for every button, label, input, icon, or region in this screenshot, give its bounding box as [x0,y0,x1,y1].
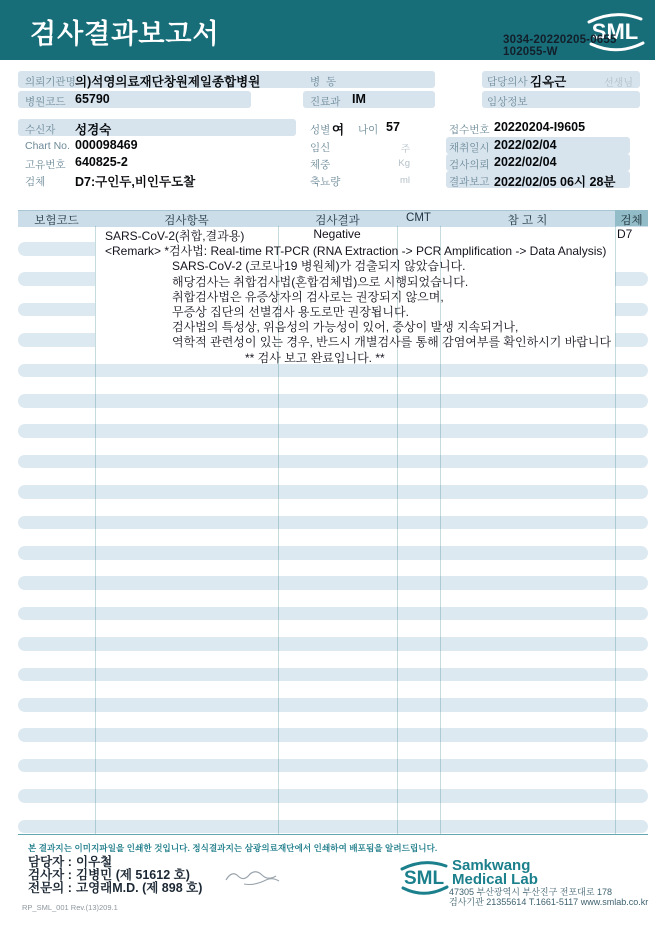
info-unit: ml [399,175,410,186]
info-suffix: 선생님 [604,78,633,89]
info-value: 65790 [75,92,110,106]
column-divider [440,226,441,834]
results-table [18,210,648,836]
remark-line: SARS-CoV-2 (코로나19 병원체)가 검출되지 않았습니다. [172,259,466,274]
column-header: 검사항목 [164,215,209,227]
staff-role: 검사자 : [28,868,72,882]
table-stripe [18,698,648,712]
info-value: 2022/02/04 [494,155,557,169]
info-label: 고유번호 [25,159,66,171]
header-bar [0,0,655,60]
remark-line: 검사법의 특성상, 위음성의 가능성이 있어, 증상이 발생 지속되거나, [172,320,519,335]
lab-name-line1: Samkwang [452,857,531,874]
info-value: D7:구인두,비인두도찰 [75,175,196,189]
info-unit: Kg [398,158,410,169]
test-item: SARS-CoV-2(취합,결과용) [105,229,245,243]
info-label: 채취일시 [449,142,490,154]
info-label: 결과보고 [449,176,490,188]
info-value: 57 [386,120,400,134]
table-stripe [18,637,648,651]
table-stripe [18,789,648,803]
specimen-code: D7 [617,227,633,241]
info-label: 의뢰기관명 [25,76,76,88]
svg-text:SML: SML [403,868,445,889]
column-header: CMT [406,212,431,224]
info-value: 000098469 [75,138,138,152]
info-value: 의)석영의료재단창원제일종합병원 [75,75,261,89]
table-stripe [18,455,648,469]
info-label: 담당의사 [487,76,528,88]
info-value: 640825-2 [75,155,128,169]
table-stripe [18,728,648,742]
info-label: 수신자 [25,124,56,136]
sml-footer-logo-icon [398,856,450,900]
table-stripe [18,364,648,378]
info-value: 김옥근 [530,75,567,89]
lab-name-line2: Medical Lab [452,871,538,888]
info-label: 검체 [25,176,46,188]
info-label: 병원코드 [25,96,66,108]
info-label: 접수번호 [449,124,490,136]
table-stripe [18,576,648,590]
column-divider [615,226,616,834]
info-unit: 주 [400,144,410,155]
staff-role: 담당자 : [28,855,72,869]
table-stripe [18,820,648,834]
staff-role: 전문의 : [28,881,72,895]
remark-line: 무증상 집단의 선별검사 용도로만 권장됩니다. [172,305,409,319]
table-stripe [18,546,648,560]
column-header: 참 고 치 [507,215,548,227]
info-label: Chart No. [25,140,70,152]
column-header: 보험코드 [34,215,79,227]
report-complete-line: ** 검사 보고 완료입니다. ** [245,350,385,365]
info-label: 병 동 [310,76,337,88]
lab-contact: 검사기관 21355614 T.1661-5117 www.smlab.co.kr [449,897,649,907]
remark-line: 해당검사는 취합검사법(혼합검체법)으로 시행되었습니다. [172,274,469,289]
sml-logo-icon [584,6,646,58]
staff-name: 김병민 (제 51612 호) [76,868,190,882]
table-stripe [18,424,648,438]
remark-line: 취합검사법은 유증상자의 검사로는 권장되지 않으며, [172,289,444,304]
table-bottom-border [18,834,648,835]
document-number: 3034-20220205-0655 [503,34,617,46]
info-label: 임신 [310,142,331,154]
info-value: 2022/02/04 [494,138,557,152]
remark-line: 역학적 관련성이 있는 경우, 반드시 개별검사를 통해 감염여부를 확인하시기 바랍니다 [172,335,612,350]
table-stripe [18,668,648,682]
signature-scribble-icon [222,866,284,890]
info-label: 진료과 [310,96,341,108]
remark-line: <Remark> *검사법: Real-time RT-PCR (RNA Extraction -> PCR Amplification -> Data Analysis) [105,244,607,259]
print-notice: 본 결과지는 이미지파일을 인쇄한 것입니다. 정식결과지는 삼광의료재단에서 인쇄하여 배포됨을 알려드립니다. [28,843,438,853]
svg-text:SML: SML [591,19,639,44]
table-stripe [18,485,648,499]
column-header: 검체 [615,210,648,226]
document-subnumber: 102055-W [503,46,558,58]
column-divider [95,226,96,834]
info-strip [18,119,296,136]
info-label: 나이 [358,124,379,136]
info-label: 임상정보 [487,96,528,108]
lab-address: 47305 부산광역시 부산진구 전포대로 178 [449,887,613,897]
info-label: 체중 [310,159,331,171]
info-value: IM [352,92,366,106]
info-value: 20220204-I9605 [494,120,586,134]
table-stripe [18,394,648,408]
info-label: 검사의뢰 [449,159,490,171]
test-result: Negative [313,227,361,241]
staff-name: 고영래M.D. (제 898 호) [76,881,203,895]
table-stripe [18,607,648,621]
info-value: 여 [332,123,345,137]
column-header: 검사결과 [315,215,360,227]
page-title: 검사결과보고서 [30,19,220,49]
info-label: 축뇨량 [310,176,341,188]
staff-name: 이우철 [76,855,113,869]
info-value: 2022/02/05 06시 28분 [494,175,616,189]
table-stripe [18,759,648,773]
form-code: RP_SML_001 Rev.(13)209.1 [22,903,118,912]
info-value: 성경숙 [75,123,112,137]
info-label: 성별 [310,124,331,136]
table-stripe [18,516,648,530]
